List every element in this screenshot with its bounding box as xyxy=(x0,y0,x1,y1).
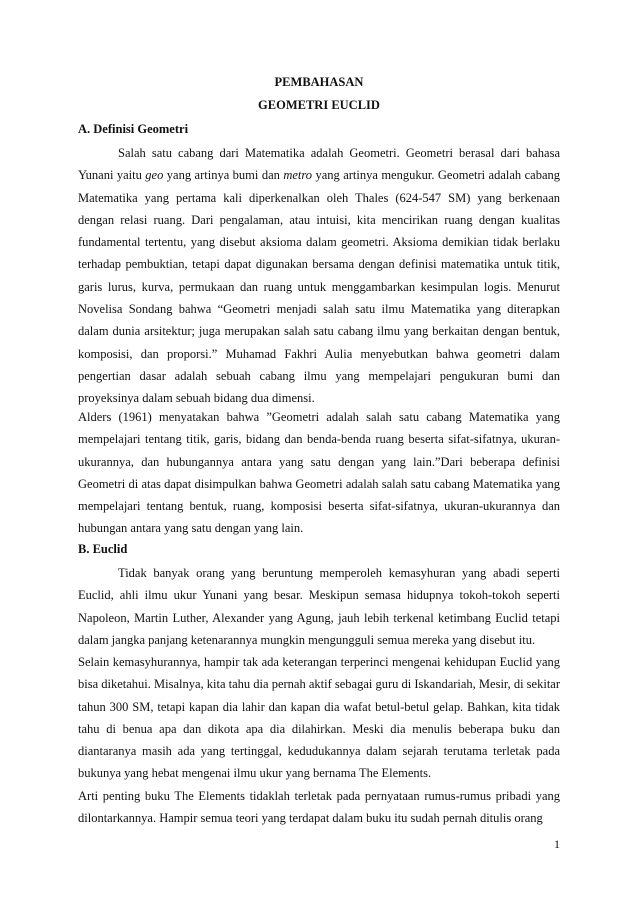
page-number: 1 xyxy=(554,837,560,851)
paragraph-euclid-fame: Tidak banyak orang yang beruntung memperoleh kemasyhuran yang abadi seperti Euclid, ahli ilmu ukur Yunani yang besar. Meskipun semasa hidupnya tokoh-tokoh seperti Napoleon, Martin Luther, Alexander yang Agung, jauh lebih terkenal ketimbang Euclid tetapi dalam jangka panjang ketenarannya mungkin mengungguli semua mereka yang disebut itu. xyxy=(78,566,560,647)
document-title: PEMBAHASAN xyxy=(274,75,364,89)
section-heading-definisi-geometri: A. Definisi Geometri xyxy=(78,122,189,136)
paragraph-definisi-geometri: Salah satu cabang dari Matematika adalah Geometri. Geometri berasal dari bahasa Yunani yaitu geo yang artinya bumi dan metro yang artinya mengukur. Geometri adalah cabang Matematika yang pertama kali diperkenalkan oleh Thales (624-547 SM) yang berkenaan dengan relasi ruang. Dari pengalaman, atau intuisi, kita mencirikan ruang dengan kualitas fundamental tertentu, yang disebut aksioma dalam geometri. Aksioma demikian tidak berlaku terhadap pembuktian, tetapi dapat digunakan bersama dengan definisi matematika untuk titik, garis lurus, kurva, permukaan dan ruang untuk menggambarkan kesimpulan logis. Menurut Novelisa Sondang bahwa “Geometri menjadi salah satu ilmu Matematika yang diterapkan dalam dunia arsitektur; juga merupakan salah satu cabang ilmu yang berkaitan dengan bentuk, komposisi, dan proporsi.” Muhamad Fakhri Aulia menyebutkan bahwa geometri dalam pengertian dasar adalah sebuah cabang ilmu yang mempelajari pengukuran bumi dan proyeksinya dalam sebuah bidang dua dimensi. xyxy=(78,146,560,406)
document-subtitle: GEOMETRI EUCLID xyxy=(258,98,380,112)
paragraph-the-elements: Arti penting buku The Elements tidaklah terletak pada pernyataan rumus-rumus pribadi yang dilontarkannya. Hampir semua teori yang terdapat dalam buku itu sudah pernah ditulis orang xyxy=(78,789,560,826)
paragraph-euclid-life: Selain kemasyhurannya, hampir tak ada keterangan terperinci mengenai kehidupan Euclid yang bisa diketahui. Misalnya, kita tahu dia pernah aktif sebagai guru di Iskandariah, Mesir, di sekitar tahun 300 SM, tetapi kapan dia lahir dan kapan dia wafat betul-betul gelap. Bahkan, kita tidak tahu di benua apa dan dikota apa dia dilahirkan. Meski dia menulis beberapa buku dan diantaranya masih ada yang tertinggal, kedudukannya dalam sejarah terutama terletak pada bukunya yang hebat mengenai ilmu ukur yang bernama The Elements. xyxy=(78,655,561,781)
paragraph-alders: Alders (1961) menyatakan bahwa ”Geometri adalah salah satu cabang Matematika yang mempelajari tentang titik, garis, bidang dan benda-benda ruang beserta sifat-sifatnya, ukuran-ukurannya, dan hubungannya antara yang satu dengan yang lain.”Dari beberapa definisi Geometri di atas dapat disimpulkan bahwa Geometri adalah salah satu cabang Matematika yang mempelajari tentang bentuk, ruang, komposisi beserta sifat-sifatnya, ukuran-ukurannya dan hubungan antara yang satu dengan yang lain. xyxy=(78,410,560,536)
section-heading-euclid: B. Euclid xyxy=(78,542,128,556)
